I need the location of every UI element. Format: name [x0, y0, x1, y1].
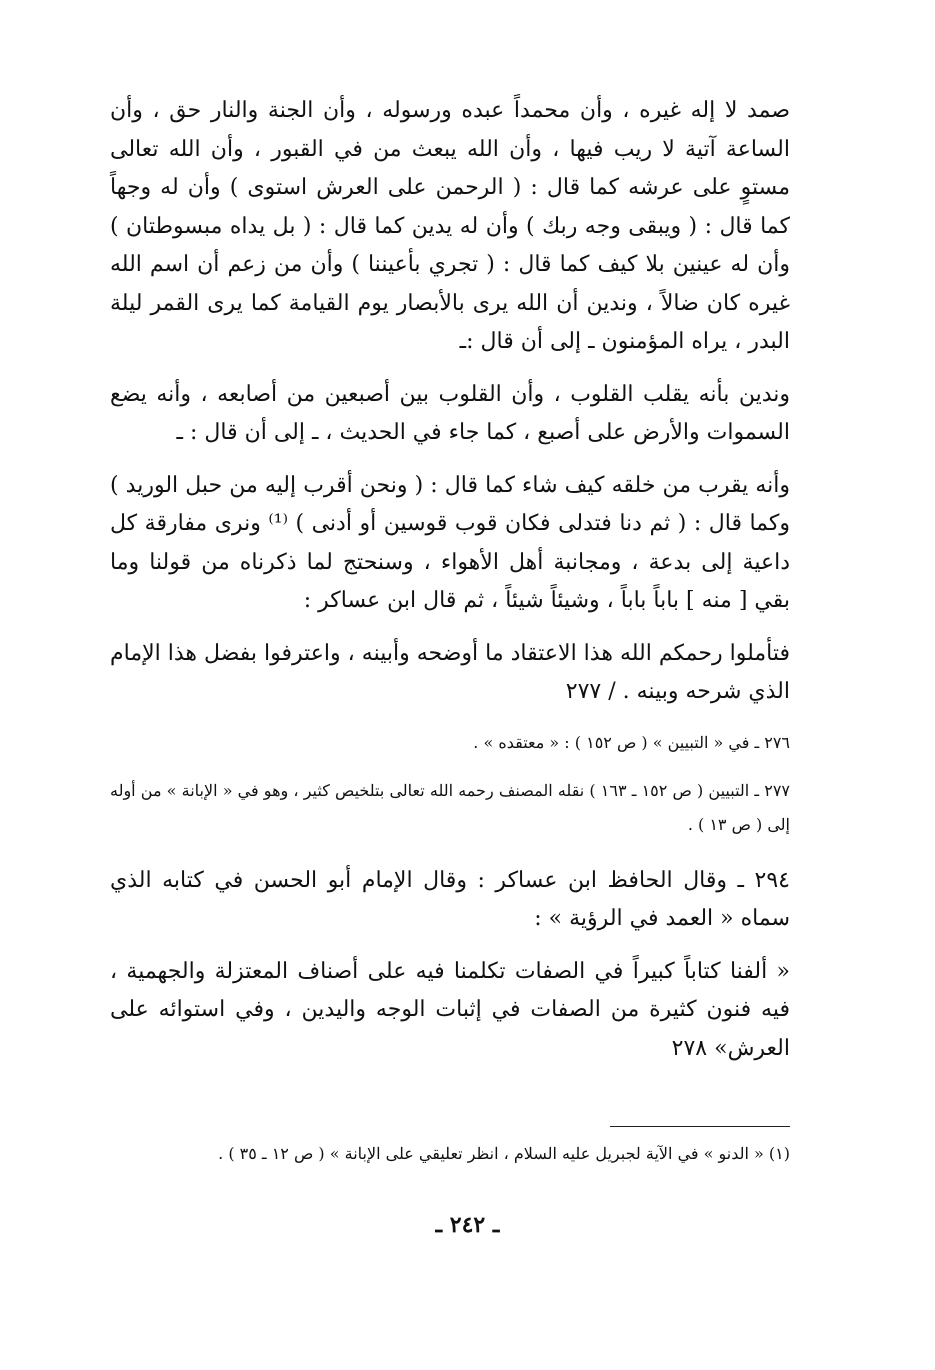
- paragraph-section-294: ٢٩٤ ـ وقال الحافظ ابن عساكر : وقال الإمام أبو الحسن في كتابه الذي سماه « العمد في الرؤية » :: [110, 867, 790, 931]
- spacer: [110, 760, 790, 774]
- spacer: [110, 621, 790, 635]
- inline-note-277: ٢٧٧ ـ التبيين ( ص ١٥٢ ـ ١٦٣ ) نقله المصنف رحمه الله تعالى بتلخيص كثير ، وهو في « الإبانة » من أوله إلى ( ص ١٣ ) .: [110, 780, 791, 834]
- paragraph-nearness: وأنه يقرب من خلقه كيف شاء كما قال : ( ونحن أقرب إليه من حبل الوريد ) وكما قال : ( ثم دنا فتدلى فكان قوب قوسين أو أدنى ) ⁽¹⁾ ونرى مفارقة كل داعية إلى بدعة ، ومجانبة أهل الأهواء ، وسنحتج لما ذكرناه من قولنا وما بقي [ منه ] باباً باباً ، وشيئاً شيئاً ، ثم قال ابن عساكر :: [110, 472, 790, 613]
- page-number: ـ ٢٤٢ ـ: [435, 1212, 500, 1238]
- paragraph-reflect: فتأملوا رحمكم الله هذا الاعتقاد ما أوضحه وأبينه ، واعترفوا بفضل هذا الإمام الذي شرحه وبينه . / ٢٧٧: [110, 640, 790, 704]
- paragraph-quote-attributes: « ألفنا كتاباً كبيراً في الصفات تكلمنا فيه على أصناف المعتزلة والجهمية ، فيه فنون كثيرة من الصفات في إثبات الوجه واليدين ، وفي استوائه على العرش» ٢٧٨: [110, 958, 790, 1061]
- footnote: (١) « الدنو » في الآية لجبريل عليه السلام ، انظر تعليقي على الإبانة » ( ص ١٢ ـ ٣٥ ) .: [218, 1144, 790, 1163]
- page-body: [110, 92, 790, 1068]
- spacer: [110, 712, 790, 726]
- spacer: [110, 939, 790, 953]
- inline-note-276: ٢٧٦ ـ في « التبيين » ( ص ١٥٢ ) : « معتقده » .: [473, 732, 790, 752]
- paragraph-creed: صمد لا إله غيره ، وأن محمداً عبده ورسوله ، وأن الجنة والنار حق ، وأن الساعة آتية لا ريب فيها ، وأن الله يبعث من في القبور ، وأن الله تعالى مستوٍ على عرشه كما قال : ( الرحمن على العرش استوى ) وأن له وجهاً كما قال : ( ويبقى وجه ربك ) وأن له يدين كما قال : ( بل يداه مبسوطتان ) وأن له عينين بلا كيف كما قال : ( تجري بأعيننا ) وأن من زعم أن اسم الله غيره كان ضالاً ، وندين أن الله يرى بالأبصار يوم القيامة كما يرى القمر ليلة البدر ، يراه المؤمنون ـ إلى أن قال :ـ: [110, 98, 790, 354]
- spacer: [110, 362, 790, 376]
- spacer: [110, 842, 790, 862]
- footnote-divider: [610, 1126, 790, 1127]
- paragraph-hearts: وندين بأنه يقلب القلوب ، وأن القلوب بين أصبعين من أصابعه ، وأنه يضع السموات والأرض على أصبع ، كما جاء في الحديث ، ـ إلى أن قال : ـ: [110, 381, 790, 445]
- spacer: [110, 453, 790, 467]
